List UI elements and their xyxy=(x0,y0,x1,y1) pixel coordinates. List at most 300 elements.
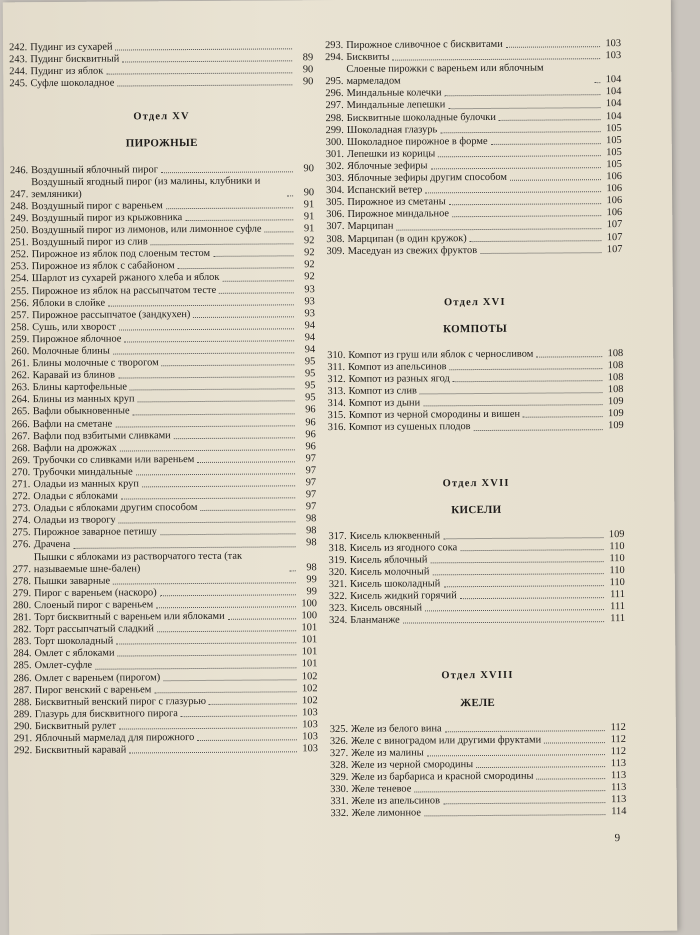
entry-body xyxy=(346,62,603,88)
entry-page: 103 xyxy=(300,743,318,755)
entry-page: 97 xyxy=(298,477,316,489)
entry-title: Бисквитный венский пирог с глазурью xyxy=(35,696,206,709)
entry-page: 92 xyxy=(296,235,314,247)
section-title: ЖЕЛЕ xyxy=(330,696,626,710)
entry-page: 104 xyxy=(604,111,622,123)
dot-leader xyxy=(108,303,294,306)
entry-title: Пирожное сливочное с бисквитами xyxy=(346,39,503,52)
entry-number: 331. xyxy=(330,796,348,808)
entry-page: 101 xyxy=(299,634,317,646)
entry-number: 299. xyxy=(326,125,344,137)
entry-page: 99 xyxy=(299,586,317,598)
spacer xyxy=(327,256,623,298)
dot-leader xyxy=(510,178,601,181)
entry-number: 320. xyxy=(329,567,347,579)
dot-leader xyxy=(453,379,603,382)
toc-entry xyxy=(9,76,313,90)
entry-page: 91 xyxy=(296,199,314,211)
entry-number: 260. xyxy=(11,346,29,358)
entry-title: Трубочки миндальные xyxy=(33,466,133,479)
entry-title: Компот из сушеных плодов xyxy=(349,422,471,435)
entry-title: Пирожное заварное петишу xyxy=(34,527,157,540)
entry-title: Пышки с яблоками из растворчатого теста (так называемые шне-бален) xyxy=(34,550,287,576)
entry-body xyxy=(34,550,299,576)
entry-number: 314. xyxy=(328,398,346,410)
entry-title: Суфле шоколадное xyxy=(30,78,114,91)
entry-number: 312. xyxy=(327,374,345,386)
entry-title: Каравай из блинов xyxy=(33,370,116,383)
entry-title: Трубочки со сливками или вареньем xyxy=(33,454,194,467)
dot-leader xyxy=(181,714,297,717)
dot-leader xyxy=(445,729,605,732)
entry-page: 93 xyxy=(297,284,315,296)
toc-list xyxy=(330,722,627,821)
entry-number: 325. xyxy=(330,724,348,736)
entry-page: 104 xyxy=(603,86,621,98)
entry-number: 284. xyxy=(13,648,31,660)
entry-title: Молочные блины xyxy=(32,346,110,359)
dot-leader xyxy=(120,448,295,451)
toc-entry xyxy=(13,550,317,576)
entry-number: 274. xyxy=(12,515,30,527)
entry-number: 300. xyxy=(326,137,344,149)
entry-page: 98 xyxy=(299,562,317,574)
entry-page: 103 xyxy=(300,731,318,743)
entry-number: 281. xyxy=(13,612,31,624)
entry-page: 99 xyxy=(299,574,317,586)
entry-title: Компот из апельсинов xyxy=(348,361,447,374)
entry-number: 242. xyxy=(9,42,27,54)
dot-leader xyxy=(460,596,604,599)
entry-title: Компот из слив xyxy=(349,386,417,399)
entry-title: Шоколадное пирожное в форме xyxy=(347,136,488,149)
dot-leader xyxy=(265,230,294,232)
dot-leader xyxy=(222,279,293,281)
entry-title: Кисель яблочный xyxy=(350,554,428,567)
entry-title: Пирожное из яблок на рассыпчатом тесте xyxy=(32,284,216,297)
entry-page: 92 xyxy=(296,247,314,259)
entry-number: 249. xyxy=(10,213,28,225)
page-number: 9 xyxy=(615,832,621,844)
entry-title: Пирог с вареньем (наскоро) xyxy=(34,587,157,600)
entry-number: 265. xyxy=(12,407,30,419)
dot-leader xyxy=(130,388,295,391)
entry-page: 103 xyxy=(603,38,621,50)
dot-leader xyxy=(119,327,294,330)
entry-number: 328. xyxy=(330,760,348,772)
entry-page: 93 xyxy=(297,296,315,308)
entry-page: 104 xyxy=(603,98,621,110)
entry-title: Маседуан из свежих фруктов xyxy=(348,245,478,258)
entry-title: Омлет с вареньем (пирогом) xyxy=(35,672,161,685)
entry-page: 108 xyxy=(605,384,623,396)
entry-number: 273. xyxy=(12,503,30,515)
toc-list xyxy=(10,163,318,758)
entry-title: Оладьи с яблоками другим способом xyxy=(33,502,197,515)
section-heading: Отдел XVI xyxy=(327,296,623,310)
dot-leader xyxy=(594,82,600,84)
entry-title: Бисквитные шоколадные булочки xyxy=(347,111,496,124)
section-heading: Отдел XVIII xyxy=(329,669,625,683)
entry-title: Шоколадная глазурь xyxy=(347,124,438,137)
entry-number: 291. xyxy=(14,733,32,745)
dot-leader xyxy=(423,404,602,407)
entry-page: 95 xyxy=(297,393,315,405)
entry-page: 90 xyxy=(296,187,314,199)
dot-leader xyxy=(129,750,297,753)
entry-number: 330. xyxy=(330,784,348,796)
entry-page: 106 xyxy=(604,171,622,183)
entry-number: 248. xyxy=(10,201,28,213)
entry-page: 94 xyxy=(297,344,315,356)
dot-leader xyxy=(470,239,602,242)
dot-leader xyxy=(425,609,604,612)
dot-leader xyxy=(499,118,601,121)
entry-title: Шарлот из сухарей ржаного хлеба и яблок xyxy=(32,272,220,285)
dot-leader xyxy=(403,621,604,624)
toc-list xyxy=(328,529,625,628)
entry-title: Бисквитный каравай xyxy=(35,745,126,758)
entry-page: 105 xyxy=(604,147,622,159)
dot-leader xyxy=(536,355,602,357)
dot-leader xyxy=(420,391,603,394)
dot-leader xyxy=(138,400,295,403)
entry-number: 271. xyxy=(12,479,30,491)
entry-title: Яблочные зефиры xyxy=(347,160,427,173)
entry-number: 296. xyxy=(325,88,343,100)
entry-title: Лепешки из корицы xyxy=(347,148,435,161)
dot-leader xyxy=(544,741,605,743)
dot-leader xyxy=(438,154,601,157)
entry-body xyxy=(352,806,609,820)
entry-number: 306. xyxy=(326,209,344,221)
entry-number: 269. xyxy=(12,455,30,467)
entry-number: 307. xyxy=(326,221,344,233)
entry-title: Желе из белого вина xyxy=(351,723,442,736)
entry-number: 324. xyxy=(329,615,347,627)
entry-title: Компот из дыни xyxy=(349,398,420,411)
entry-title: Яблочный мармелад для пирожного xyxy=(35,732,194,745)
entry-title: Глазурь для бисквитного пирога xyxy=(35,708,178,721)
entry-title: Компот из разных ягод xyxy=(349,373,450,386)
entry-number: 322. xyxy=(329,591,347,603)
entry-number: 278. xyxy=(13,576,31,588)
entry-title: Пудинг из сухарей xyxy=(30,42,112,55)
section-heading: Отдел XVII xyxy=(328,477,624,491)
entry-title: Вафли обыкновенные xyxy=(33,406,130,419)
dot-leader xyxy=(117,84,292,87)
toc-entry xyxy=(330,806,626,820)
entry-title: Пышки заварные xyxy=(34,575,110,588)
entry-page: 97 xyxy=(298,501,316,513)
dot-leader xyxy=(197,738,297,741)
entry-title: Желе с виноградом или другими фруктами xyxy=(351,734,541,747)
entry-page: 103 xyxy=(300,707,318,719)
entry-number: 250. xyxy=(10,225,28,237)
entry-title: Кисель жидкий горячий xyxy=(350,590,457,603)
dot-leader xyxy=(197,460,295,463)
entry-page: 91 xyxy=(296,223,314,235)
entry-page: 113 xyxy=(608,758,626,770)
dot-leader xyxy=(452,215,601,218)
entry-number: 258. xyxy=(11,322,29,334)
entry-number: 311. xyxy=(327,362,345,374)
entry-page: 107 xyxy=(604,219,622,231)
dot-leader xyxy=(393,57,601,60)
dot-leader xyxy=(424,814,605,817)
entry-title: Вафли на дрожжах xyxy=(33,442,117,455)
spacer xyxy=(329,625,625,671)
entry-title: Блины картофельные xyxy=(33,382,127,395)
dot-leader xyxy=(118,654,297,657)
entry-page: 102 xyxy=(300,695,318,707)
entry-title: Торт шоколадный xyxy=(34,636,113,649)
entry-page: 89 xyxy=(295,52,313,64)
entry-number: 277. xyxy=(13,564,31,576)
dot-leader xyxy=(122,60,292,63)
entry-number: 285. xyxy=(13,661,31,673)
dot-leader xyxy=(450,367,603,370)
entry-title: Пирожное рассыпчатое (зандкухен) xyxy=(32,309,190,322)
entry-body xyxy=(35,743,300,757)
entry-number: 252. xyxy=(10,249,28,261)
book-page xyxy=(3,0,677,935)
entry-number: 246. xyxy=(10,165,28,177)
entry-number: 267. xyxy=(12,431,30,443)
entry-body xyxy=(31,175,296,201)
entry-title: Блины молочные с творогом xyxy=(32,357,158,370)
entry-page: 112 xyxy=(608,722,626,734)
dot-leader xyxy=(396,227,601,230)
entry-page: 114 xyxy=(608,806,626,818)
entry-title: Воздушный пирог из крыжовника xyxy=(31,212,182,225)
entry-page: 111 xyxy=(607,613,625,625)
entry-number: 315. xyxy=(328,410,346,422)
dot-leader xyxy=(116,47,293,50)
dot-leader xyxy=(163,678,296,681)
entry-number: 245. xyxy=(9,78,27,90)
entry-page: 92 xyxy=(297,272,315,284)
dot-leader xyxy=(432,572,603,575)
dot-leader xyxy=(161,170,293,173)
entry-number: 302. xyxy=(326,161,344,173)
entry-number: 262. xyxy=(11,370,29,382)
dot-leader xyxy=(151,243,294,246)
entry-page: 103 xyxy=(603,50,621,62)
dot-leader xyxy=(449,202,601,205)
entry-number: 283. xyxy=(13,636,31,648)
entry-title: Желе из апельсинов xyxy=(351,796,440,809)
dot-leader xyxy=(178,267,294,270)
dot-leader xyxy=(491,142,601,145)
entry-title: Бланманже xyxy=(350,615,400,627)
entry-page: 111 xyxy=(607,601,625,613)
entry-number: 270. xyxy=(12,467,30,479)
entry-number: 243. xyxy=(9,54,27,66)
entry-page: 96 xyxy=(298,405,316,417)
entry-title: Кисель овсяный xyxy=(350,603,422,616)
entry-number: 244. xyxy=(9,66,27,78)
entry-number: 319. xyxy=(329,555,347,567)
entry-page: 102 xyxy=(299,671,317,683)
entry-page: 95 xyxy=(297,368,315,380)
entry-page: 106 xyxy=(604,183,622,195)
entry-page: 90 xyxy=(295,76,313,88)
entry-page: 107 xyxy=(604,232,622,244)
entry-title: Драчена xyxy=(34,539,71,551)
dot-leader xyxy=(124,339,294,342)
entry-page: 96 xyxy=(298,417,316,429)
entry-number: 292. xyxy=(14,745,32,757)
entry-page: 94 xyxy=(297,332,315,344)
entry-number: 326. xyxy=(330,736,348,748)
entry-page: 97 xyxy=(298,489,316,501)
entry-number: 264. xyxy=(11,395,29,407)
spacer xyxy=(328,433,624,479)
toc-list xyxy=(327,348,624,435)
entry-number: 257. xyxy=(11,310,29,322)
entry-title: Оладьи из творогу xyxy=(34,515,116,528)
dot-leader xyxy=(430,560,603,563)
dot-leader xyxy=(119,521,296,524)
dot-leader xyxy=(174,436,295,439)
entry-title: Пирожное миндальное xyxy=(347,209,449,222)
entry-page: 94 xyxy=(297,320,315,332)
entry-number: 318. xyxy=(329,543,347,555)
entry-page: 90 xyxy=(296,163,314,175)
entry-title: Марципан (в один кружок) xyxy=(348,233,467,246)
dot-leader xyxy=(427,753,605,756)
entry-title: Слоеные пирожки с вареньем или яблочным мармеладом xyxy=(346,62,591,88)
entry-title: Пирожное яблочное xyxy=(32,333,121,346)
entry-page: 106 xyxy=(604,195,622,207)
entry-title: Пудинг бисквитный xyxy=(30,54,119,67)
dot-leader xyxy=(443,584,603,587)
entry-page: 101 xyxy=(299,659,317,671)
entry-number: 317. xyxy=(328,531,346,543)
entry-number: 255. xyxy=(11,286,29,298)
dot-leader xyxy=(430,166,600,169)
dot-leader xyxy=(443,801,605,804)
toc-entry xyxy=(325,62,621,88)
entry-title: Миндальные лепешки xyxy=(347,100,446,113)
entry-number: 332. xyxy=(330,808,348,820)
entry-title: Слоеный пирог с вареньем xyxy=(34,599,153,612)
entry-title: Кисель молочный xyxy=(350,566,430,579)
section-heading: Отдел XV xyxy=(10,111,314,125)
entry-number: 256. xyxy=(11,298,29,310)
entry-page: 110 xyxy=(607,541,625,553)
dot-leader xyxy=(209,702,297,705)
entry-title: Омлет-суфле xyxy=(35,660,93,672)
entry-title: Воздушный пирог из лимонов, или лимонное суфле xyxy=(31,224,261,238)
toc-entry xyxy=(329,613,625,627)
entry-title: Воздушный пирог из слив xyxy=(32,236,148,249)
dot-leader xyxy=(537,777,606,779)
entry-title: Пирожное из яблок с сабайоном xyxy=(32,260,175,273)
entry-page: 91 xyxy=(296,211,314,223)
section-title: ПИРОЖНЫЕ xyxy=(10,137,314,151)
entry-number: 289. xyxy=(14,709,32,721)
section-title: КОМПОТЫ xyxy=(327,322,623,336)
entry-number: 313. xyxy=(327,386,345,398)
entry-page: 96 xyxy=(298,441,316,453)
entry-number: 301. xyxy=(326,149,344,161)
entry-number: 294. xyxy=(325,52,343,64)
entry-page: 106 xyxy=(604,207,622,219)
dot-leader xyxy=(121,497,295,500)
entry-title: Бисквиты xyxy=(346,52,389,64)
entry-title: Кисель клюквенный xyxy=(350,530,441,543)
left-column xyxy=(9,40,318,757)
dot-leader xyxy=(445,94,601,97)
entry-number: 321. xyxy=(329,579,347,591)
entry-body xyxy=(349,421,606,435)
entry-title: Воздушный яблочный пирог xyxy=(31,164,158,177)
dot-leader xyxy=(506,45,600,48)
dot-leader xyxy=(200,509,295,512)
toc-entry xyxy=(328,420,624,434)
toc-entry xyxy=(14,743,318,757)
entry-title: Испанский ветер xyxy=(347,185,422,198)
spacer xyxy=(9,89,313,113)
dot-leader xyxy=(425,190,601,193)
entry-title: Сушь, или хворост xyxy=(32,321,116,334)
entry-page: 98 xyxy=(298,513,316,525)
entry-number: 297. xyxy=(325,100,343,112)
entry-page: 110 xyxy=(607,577,625,589)
toc-entry xyxy=(10,175,314,201)
dot-leader xyxy=(154,690,296,693)
entry-title: Компот из груш или яблок с черносливом xyxy=(348,349,533,362)
entry-number: 295. xyxy=(325,76,343,88)
entry-title: Кисель шоколадный xyxy=(350,578,440,591)
entry-title: Торт рассыпчатый сладкий xyxy=(34,623,154,636)
entry-page: 100 xyxy=(299,610,317,622)
entry-number: 308. xyxy=(326,233,344,245)
dot-leader xyxy=(133,412,295,415)
entry-page: 96 xyxy=(298,429,316,441)
entry-page: 103 xyxy=(300,719,318,731)
entry-title: Оладьи из манных круп xyxy=(33,478,139,491)
dot-leader xyxy=(157,630,296,633)
entry-page: 101 xyxy=(299,646,317,658)
entry-title: Омлет с яблоками xyxy=(34,648,114,661)
dot-leader xyxy=(443,536,603,539)
dot-leader xyxy=(113,581,296,584)
entry-page: 108 xyxy=(605,348,623,360)
entry-page: 110 xyxy=(607,565,625,577)
entry-title: Миндальные колечки xyxy=(347,88,442,101)
entry-title: Желе из малины xyxy=(351,747,424,760)
dot-leader xyxy=(106,72,292,75)
entry-title: Бисквитный рулет xyxy=(35,720,116,733)
entry-title: Вафли на сметане xyxy=(33,418,112,431)
entry-title: Торт бисквитный с вареньем или яблоками xyxy=(34,611,224,624)
entry-page: 93 xyxy=(297,308,315,320)
dot-leader xyxy=(185,218,293,221)
entry-number: 298. xyxy=(326,113,344,125)
dot-leader xyxy=(414,789,605,792)
entry-page: 108 xyxy=(605,372,623,384)
entry-page: 110 xyxy=(607,553,625,565)
dot-leader xyxy=(136,472,295,475)
entry-title: Кисель из ягодного сока xyxy=(350,542,458,555)
entry-number: 293. xyxy=(325,40,343,52)
entry-page: 113 xyxy=(608,782,626,794)
entry-title: Компот из черной смородины и вишен xyxy=(349,409,520,422)
dot-leader xyxy=(118,376,294,379)
